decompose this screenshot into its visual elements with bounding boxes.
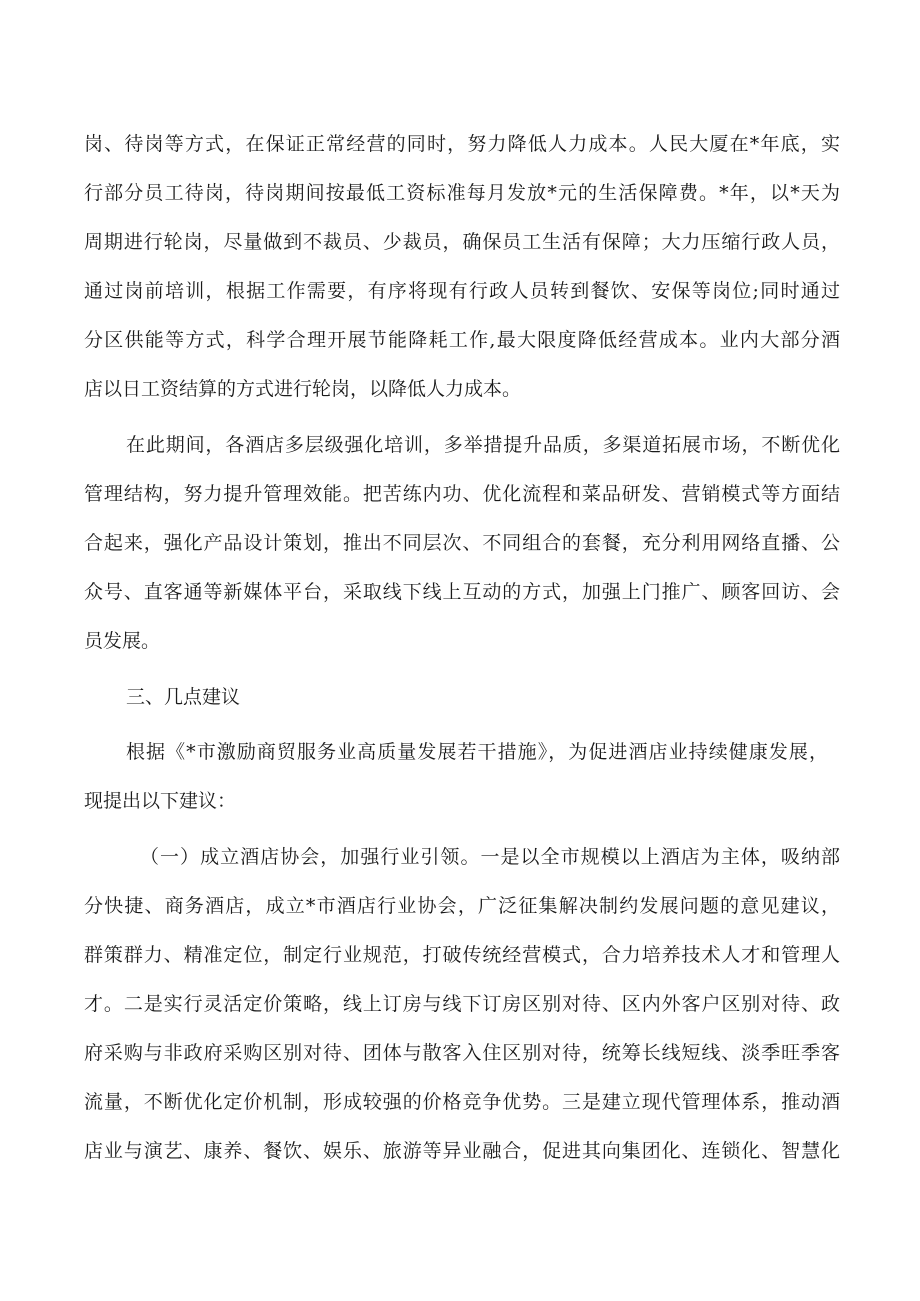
paragraph-line: 流量，不断优化定价机制，形成较强的价格竞争优势。三是建立现代管理体系，推动酒	[84, 1091, 840, 1113]
paragraph-line: 通过岗前培训，根据工作需要，有序将现有行政人员转到餐饮、安保等岗位;同时通过	[84, 280, 840, 302]
paragraph-line: 才。二是实行灵活定价策略，线上订房与线下订房区别对待、区内外客户区别对待、政	[84, 993, 840, 1015]
section-heading: 三、几点建议	[126, 686, 241, 708]
paragraph-line: 分区供能等方式，科学合理开展节能降耗工作,最大限度降低经营成本。业内大部分酒	[84, 329, 840, 351]
paragraph-line: （一）成立酒店协会，加强行业引领。一是以全市规模以上酒店为主体，吸纳部	[140, 846, 840, 868]
paragraph-line: 周期进行轮岗，尽量做到不裁员、少裁员，确保员工生活有保障；大力压缩行政人员，	[84, 231, 840, 253]
paragraph-line: 合起来，强化产品设计策划，推出不同层次、不同组合的套餐，充分利用网络直播、公	[84, 532, 840, 554]
paragraph-line: 现提出以下建议：	[84, 790, 237, 812]
paragraph-line: 店业与演艺、康养、餐饮、娱乐、旅游等异业融合，促进其向集团化、连锁化、智慧化	[84, 1140, 840, 1162]
paragraph-line: 众号、直客通等新媒体平台，采取线下线上互动的方式，加强上门推广、顾客回访、会	[84, 581, 840, 603]
paragraph-line: 府采购与非政府采购区别对待、团体与散客入住区别对待，统筹长线短线、淡季旺季客	[84, 1042, 840, 1064]
paragraph-line: 店以日工资结算的方式进行轮岗，以降低人力成本。	[84, 378, 522, 400]
paragraph-line: 根据《*市激励商贸服务业高质量发展若干措施》，为促进酒店业持续健康发展，	[126, 741, 828, 763]
paragraph-line: 行部分员工待岗，待岗期间按最低工资标准每月发放*元的生活保障费。*年，以*天为	[84, 182, 840, 204]
paragraph-line: 在此期间，各酒店多层级强化培训，多举措提升品质，多渠道拓展市场，不断优化	[126, 434, 840, 456]
paragraph-line: 群策群力、精准定位，制定行业规范，打破传统经营模式，合力培养技术人才和管理人	[84, 944, 840, 966]
paragraph-line: 管理结构，努力提升管理效能。把苦练内功、优化流程和菜品研发、营销模式等方面结	[84, 483, 840, 505]
paragraph-line: 员发展。	[84, 630, 161, 652]
paragraph-line: 岗、待岗等方式，在保证正常经营的同时，努力降低人力成本。人民大厦在*年底，实	[84, 133, 840, 155]
paragraph-line: 分快捷、商务酒店，成立*市酒店行业协会，广泛征集解决制约发展问题的意见建议，	[84, 895, 840, 917]
